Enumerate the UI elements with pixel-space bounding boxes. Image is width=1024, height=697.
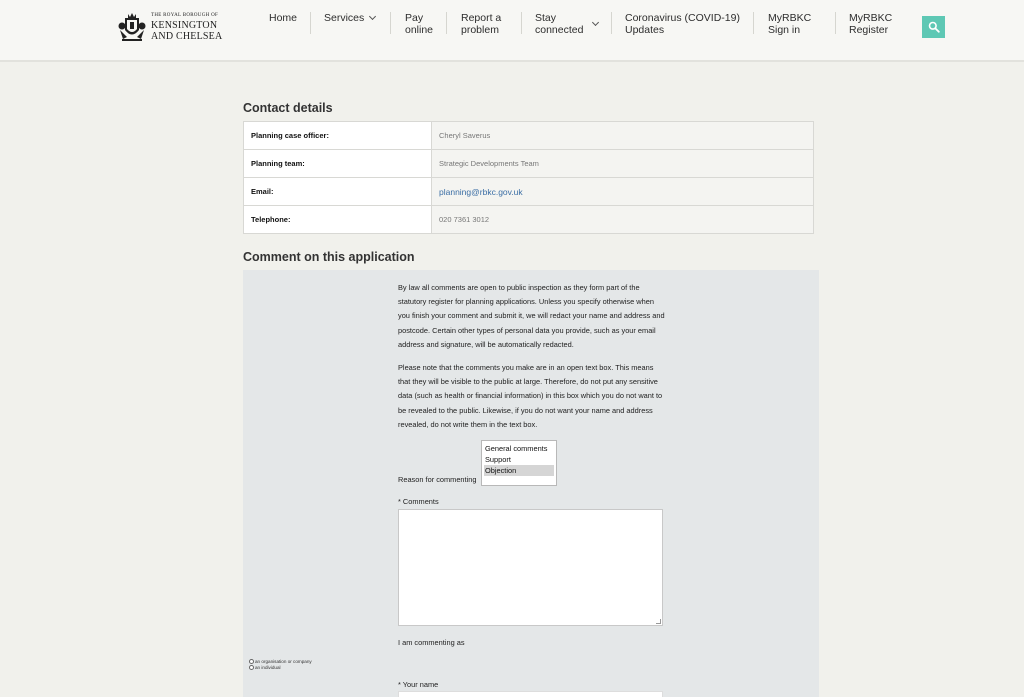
chevron-down-icon[interactable]	[592, 19, 599, 26]
nav-register-line2: Register	[849, 24, 889, 36]
nav-myrbkc-sign-in[interactable]	[768, 12, 811, 36]
nav-pay-line1: Pay	[405, 12, 424, 24]
privacy-notice-paragraph: By law all comments are open to public inspection as they form part of the statutory register for planning applications. Unless you specify otherwise when you finish your comment and submit it, we will redact your name and address and postcode. Certain other types of personal data you provide, such as your email address and signature, will be automatically redacted.	[398, 283, 665, 349]
nav-home[interactable]	[269, 12, 297, 24]
reason-option[interactable]: Support	[485, 455, 511, 464]
comment-form-panel	[243, 270, 819, 697]
rbkc-logo[interactable]	[118, 12, 222, 42]
radio-individual-label: an individual	[255, 665, 281, 670]
open-text-warning-paragraph: Please note that the comments you make are in an open text box. This means that they will be visible to the public at large. Therefore, do not put any sensitive data (such as health or financial information) in this box which you do not want to be revealed to the public. Likewise, if you do not want your name and address revealed, do not write them in the text box.	[398, 363, 663, 429]
radio-organisation[interactable]	[249, 659, 312, 664]
your-name-input[interactable]	[398, 691, 663, 697]
coat-of-arms-icon	[118, 12, 146, 42]
radio-button[interactable]	[249, 659, 254, 664]
contact-label: Planning case officer:	[244, 122, 432, 150]
radio-organisation-label: an organisation or company	[255, 659, 312, 664]
logo-text-line1: THE ROYAL BOROUGH OF	[151, 12, 219, 18]
reason-for-commenting-label: Reason for commenting	[398, 475, 477, 484]
nav-divider	[446, 12, 447, 34]
nav-divider	[835, 12, 836, 34]
contact-value	[432, 178, 814, 206]
radio-individual[interactable]	[249, 665, 281, 670]
comments-label: * Comments	[398, 497, 439, 506]
reason-option-selected[interactable]: Objection	[484, 465, 554, 476]
table-row	[244, 122, 814, 150]
your-name-label: * Your name	[398, 680, 439, 689]
nav-register-line1: MyRBKC	[849, 12, 893, 24]
nav-stay-line2: connected	[535, 24, 584, 36]
contact-label: Email:	[244, 178, 432, 206]
nav-divider	[390, 12, 391, 34]
logo-text-line2: KENSINGTON	[151, 19, 218, 31]
nav-services[interactable]	[324, 12, 375, 24]
nav-home-label: Home	[269, 12, 298, 24]
comment-heading: Comment on this application	[243, 250, 415, 264]
nav-services-label: Services	[324, 12, 365, 24]
chevron-down-icon	[369, 13, 376, 20]
logo-text-line3: AND CHELSEA	[151, 30, 223, 42]
resize-handle-icon[interactable]	[656, 619, 661, 624]
table-row	[244, 178, 814, 206]
contact-label: Planning team:	[244, 150, 432, 178]
nav-pay-line2: online	[405, 24, 434, 36]
table-row	[244, 206, 814, 234]
nav-report-line2: problem	[461, 24, 499, 36]
contact-label: Telephone:	[244, 206, 432, 234]
nav-divider	[753, 12, 754, 34]
contact-value: Cheryl Saverus	[432, 122, 814, 150]
email-link[interactable]: planning@rbkc.gov.uk	[439, 186, 523, 197]
comments-textarea[interactable]	[398, 509, 663, 626]
nav-stay-connected[interactable]	[535, 12, 583, 36]
nav-divider	[611, 12, 612, 34]
nav-signin-line1: MyRBKC	[768, 12, 812, 24]
contact-details-heading: Contact details	[243, 101, 333, 115]
nav-myrbkc-register[interactable]	[849, 12, 892, 36]
site-header	[0, 0, 1024, 62]
search-button[interactable]	[922, 16, 945, 38]
reason-option[interactable]: General comments	[485, 444, 548, 453]
commenting-as-label: I am commenting as	[398, 638, 465, 647]
nav-stay-line1: Stay	[535, 12, 557, 24]
contact-value: 020 7361 3012	[432, 206, 814, 234]
search-icon	[928, 21, 940, 33]
reason-for-commenting-select[interactable]	[481, 440, 557, 486]
radio-button[interactable]	[249, 665, 254, 670]
nav-divider	[521, 12, 522, 34]
nav-signin-line2: Sign in	[768, 24, 801, 36]
nav-report-line1: Report a	[461, 12, 502, 24]
nav-covid-line2: Updates	[625, 24, 665, 36]
nav-divider	[310, 12, 311, 34]
nav-report-problem[interactable]	[461, 12, 501, 36]
nav-covid-line1: Coronavirus (COVID-19)	[625, 12, 740, 24]
nav-pay-online[interactable]	[405, 12, 433, 36]
contact-value: Strategic Developments Team	[432, 150, 814, 178]
contact-details-table	[243, 121, 814, 234]
table-row	[244, 150, 814, 178]
nav-coronavirus[interactable]	[625, 12, 740, 36]
